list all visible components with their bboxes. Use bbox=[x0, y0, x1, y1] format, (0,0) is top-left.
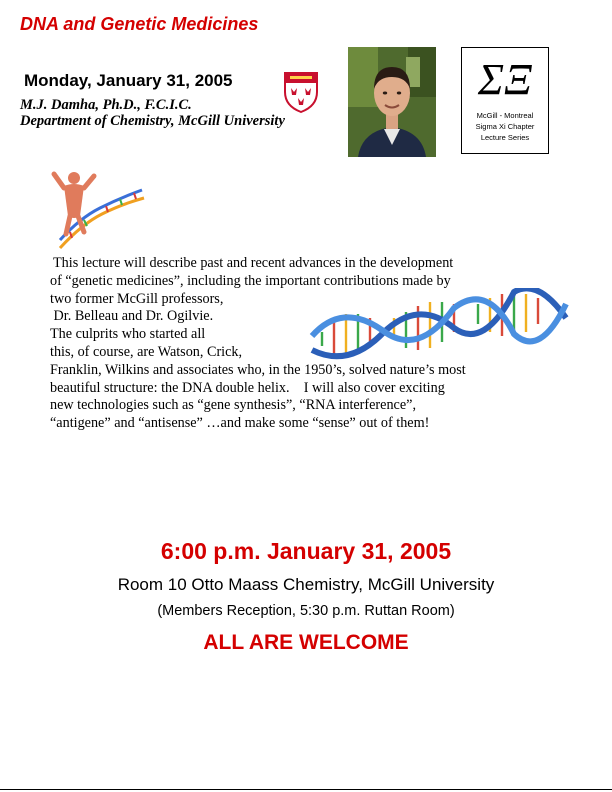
page-title: DNA and Genetic Medicines bbox=[20, 14, 259, 34]
description-line: “antigene” and “antisense” …and make some “sense” out of them! bbox=[50, 415, 430, 432]
mcgill-crest-icon bbox=[282, 70, 320, 114]
description-line: two former McGill professors, bbox=[50, 290, 224, 307]
description-line: This lecture will describe past and recent advances in the development bbox=[53, 255, 454, 271]
sigma-xi-caption bbox=[462, 110, 548, 143]
description-line: of “genetic medicines”, including the important contributions made by bbox=[50, 272, 451, 289]
bottom-divider bbox=[0, 789, 612, 790]
dancing-figure-dna-icon bbox=[50, 168, 146, 250]
lecture-date: Monday, January 31, 2005 bbox=[24, 71, 233, 90]
description-line: Dr. Belleau and Dr. Ogilvie. bbox=[50, 308, 214, 325]
sigma-xi-caption-line: Lecture Series bbox=[480, 133, 530, 142]
author-department: Department of Chemistry, McGill University bbox=[20, 113, 285, 129]
welcome-banner: ALL ARE WELCOME bbox=[203, 631, 409, 654]
author-block bbox=[20, 97, 285, 129]
reception-note: (Members Reception, 5:30 p.m. Ruttan Room) bbox=[157, 603, 455, 619]
sigma-xi-logo bbox=[461, 47, 549, 154]
description-line: this, of course, are Watson, Crick, bbox=[50, 343, 243, 360]
event-location: Room 10 Otto Maass Chemistry, McGill University bbox=[117, 575, 495, 594]
sigma-xi-caption-line: McGill - Montreal bbox=[476, 111, 534, 120]
speaker-photo bbox=[348, 47, 436, 157]
description-line: beautiful structure: the DNA double helix. I will also cover exciting bbox=[50, 379, 445, 396]
sigma-xi-symbol: ΣΞ bbox=[477, 55, 533, 104]
author-name: M.J. Damha, Ph.D., F.C.I.C. bbox=[20, 97, 192, 113]
sigma-xi-caption-line: Sigma Xi Chapter bbox=[475, 122, 535, 131]
description-line: new technologies such as “gene synthesis”, “RNA interference”, bbox=[50, 397, 416, 414]
description-line: Franklin, Wilkins and associates who, in the 1950’s, solved nature’s most bbox=[50, 361, 466, 378]
event-time: 6:00 p.m. January 31, 2005 bbox=[160, 538, 452, 564]
lecture-description bbox=[50, 255, 582, 433]
description-line: The culprits who started all bbox=[50, 326, 206, 343]
